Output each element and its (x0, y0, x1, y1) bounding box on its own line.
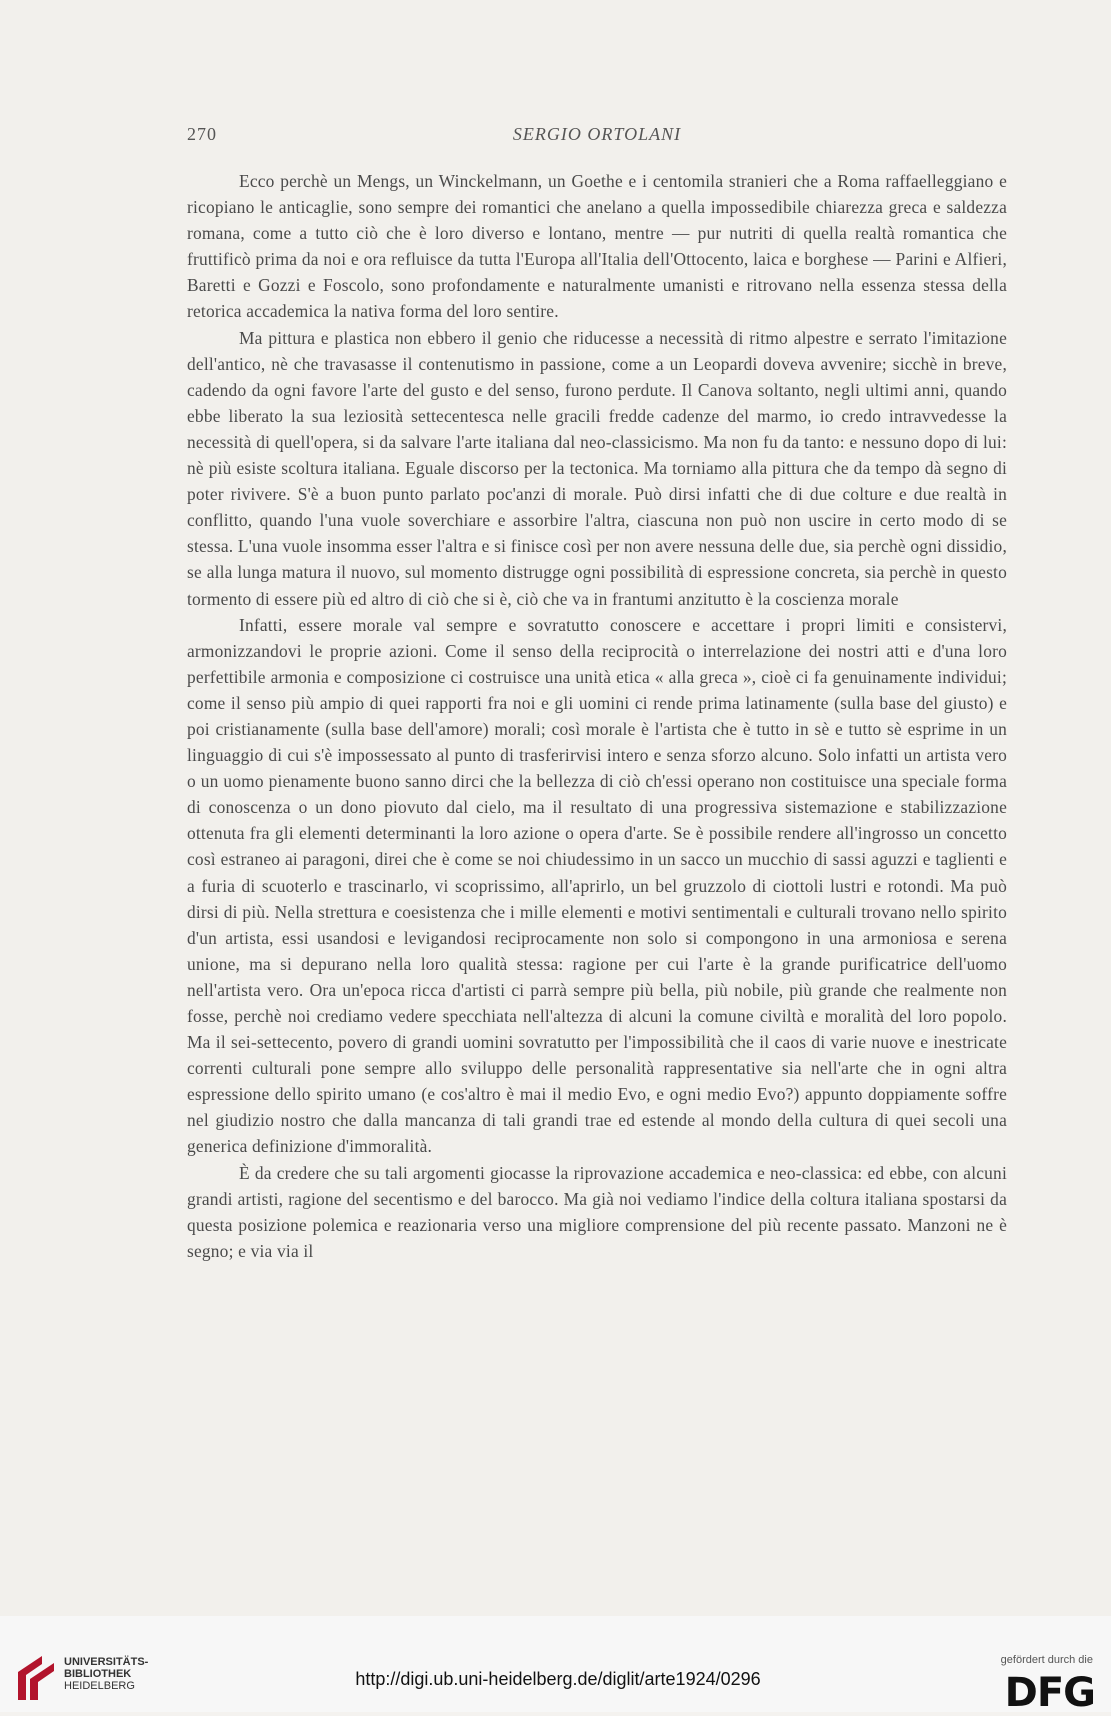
running-head (187, 124, 1007, 154)
running-head-author: SERGIO ORTOLANI (512, 124, 682, 144)
paragraph: Ecco perchè un Mengs, un Winckelmann, un Goethe e i centomila stranieri che a Roma raffaelleggiano e ricopiano le anticaglie, sono sempre dei romantici che anelano a quella impossedibile chiarezza greca e saldezza romana, come a tutto ciò che è loro diverso e lontano, mentre — pur nutriti di quella realtà romantica che fruttificò prima da noi e ora refluisce da tutta l'Europa all'Italia dell'Ottocento, laica e borghese — Parini e Alfieri, Baretti e Gozzi e Foscolo, sono profondamente e naturalmente umanisti e ritrovano nella essenza stessa della retorica accademica la nativa forma del loro sentire. (187, 171, 1007, 322)
page-number: 270 (187, 124, 217, 144)
library-name-line: HEIDELBERG (64, 1680, 135, 1692)
permalink-url[interactable]: http://digi.ub.uni-heidelberg.de/diglit/arte1924/0296 (355, 1669, 761, 1689)
dfg-logo: DFG (1004, 1670, 1095, 1716)
paragraph: Infatti, essere morale val sempre e sovratutto conoscere e accettare i propri limiti e consistervi, armonizzandovi le proprie azioni. Come il senso della reciprocità o interrelazione dei nostri atti e d'una loro perfettibile armonia e composizione ci costruisce una unità etica « alla greca », cioè ci fa genuinamente individui; come il senso più ampio di quei rapporti fra noi e gli uomini ci rende prima latinamente (sulla base del giusto) e poi cristianamente (sulla base dell'amore) morali; così morale è l'artista che è tutto in sè e tutto sè esprime in un linguaggio di cui s'è impossessato al punto di trasferirvisi intero e senza sforzo alcuno. Solo infatti un artista vero o un uomo pienamente buono sanno dirci che la bellezza di ciò ch'essi operano non costituisce una speciale forma di conoscenza o un dono piovuto dal cielo, ma il resultato di una progressiva sistemazione e stabilizzazione ottenuta fra gli elementi determinanti la loro azione o opera d'arte. Se è possibile rendere all'ingrosso un concetto così estraneo ai paragoni, direi che è come se noi chiudessimo in un sacco un mucchio di sassi aguzzi e taglienti e a furia di scuoterlo e trascinarlo, vi scoprissimo, all'aprirlo, un bel gruzzolo di ciottoli lustri e rotondi. Ma può dirsi di più. Nella strettura e coesistenza che i mille elementi e motivi sentimentali e culturali trovano nello spirito d'un artista, essi usandosi e levigandosi reciprocamente non solo si compongono in una armoniosa e serena unione, ma si depurano nella loro qualità stessa: ragione per cui l'arte è la grande purificatrice dell'uomo nell'artista vero. Ora un'epoca ricca d'artisti ci parrà sempre più bella, più nobile, più grande che realmente non fosse, perchè noi crediamo vedere specchiata nell'altezza di alcuni la comune civiltà e moralità del loro popolo. Ma il sei-settecento, povero di grandi uomini sovratutto per l'impossibilità che il caos di varie nuove e inestricate correnti culturali pone sempre allo sviluppo delle personalità rappresentative sia nell'arte che in ogni altra espressione dello spirito umano (e cos'altro è mai il medio Evo, e ogni medio Evo?) appunto doppiamente soffre nel giudizio nostro che dalla mancanza di tali grandi trae ed estende al mondo della cultura di quei secoli una generica definizione d'immoralità. (187, 614, 1007, 1157)
funding-caption: gefördert durch die (1000, 1654, 1093, 1666)
library-name-line: BIBLIOTHEK (64, 1668, 132, 1680)
body-text (187, 168, 1007, 1264)
library-name (64, 1656, 148, 1692)
paragraph: Ma pittura e plastica non ebbero il genio che riducesse a necessità di ritmo alpestre e serrato l'imitazione dell'antico, nè che travasasse il contenutismo in passione, come a un Leopardi doveva avvenire; sicchè in breve, cadendo da ogni favore l'arte del gusto e del senso, furono perdute. Il Canova soltanto, negli ultimi anni, quando ebbe liberato la sua leziosità settecentesca nelle gracili fredde cadenze del marmo, io credo intravvedesse la necessità di quell'opera, si da salvare l'arte italiana dal neo-classicismo. Ma non fu da tanto: e nessuno dopo di lui: nè più esiste scoltura italiana. Eguale discorso per la tectonica. Ma torniamo alla pittura che da tempo dà segno di poter rivivere. S'è a buon punto parlato poc'anzi di morale. Può dirsi infatti che di due colture e due realtà in conflitto, quando l'una vuole soverchiare e assorbire l'altra, ciascuna non può non uscire in certo modo di se stessa. L'una vuole insomma esser l'altra e si finisce così per non avere nessuna delle due, sia perchè ogni dissidio, se alla lunga matura il nuovo, sul momento distrugge ogni possibilità di espressione concreta, sia perchè in questo tormento di essere più ed altro di ciò che si è, ciò che va in frantumi anzitutto è la coscienza morale (187, 327, 1007, 609)
university-library-logo-icon (14, 1654, 58, 1702)
digitization-footer (0, 1616, 1111, 1716)
library-name-line: UNIVERSITÄTS- (64, 1656, 149, 1668)
paragraph: È da credere che su tali argomenti giocasse la riprovazione accademica e neo-classica: ed ebbe, con alcuni grandi artisti, ragione del secentismo e del barocco. Ma già noi vediamo l'indice della coltura italiana spostarsi da questa posizione polemica e reazionaria verso una migliore comprensione del più recente passato. Manzoni ne è segno; e via via il (187, 1162, 1007, 1261)
